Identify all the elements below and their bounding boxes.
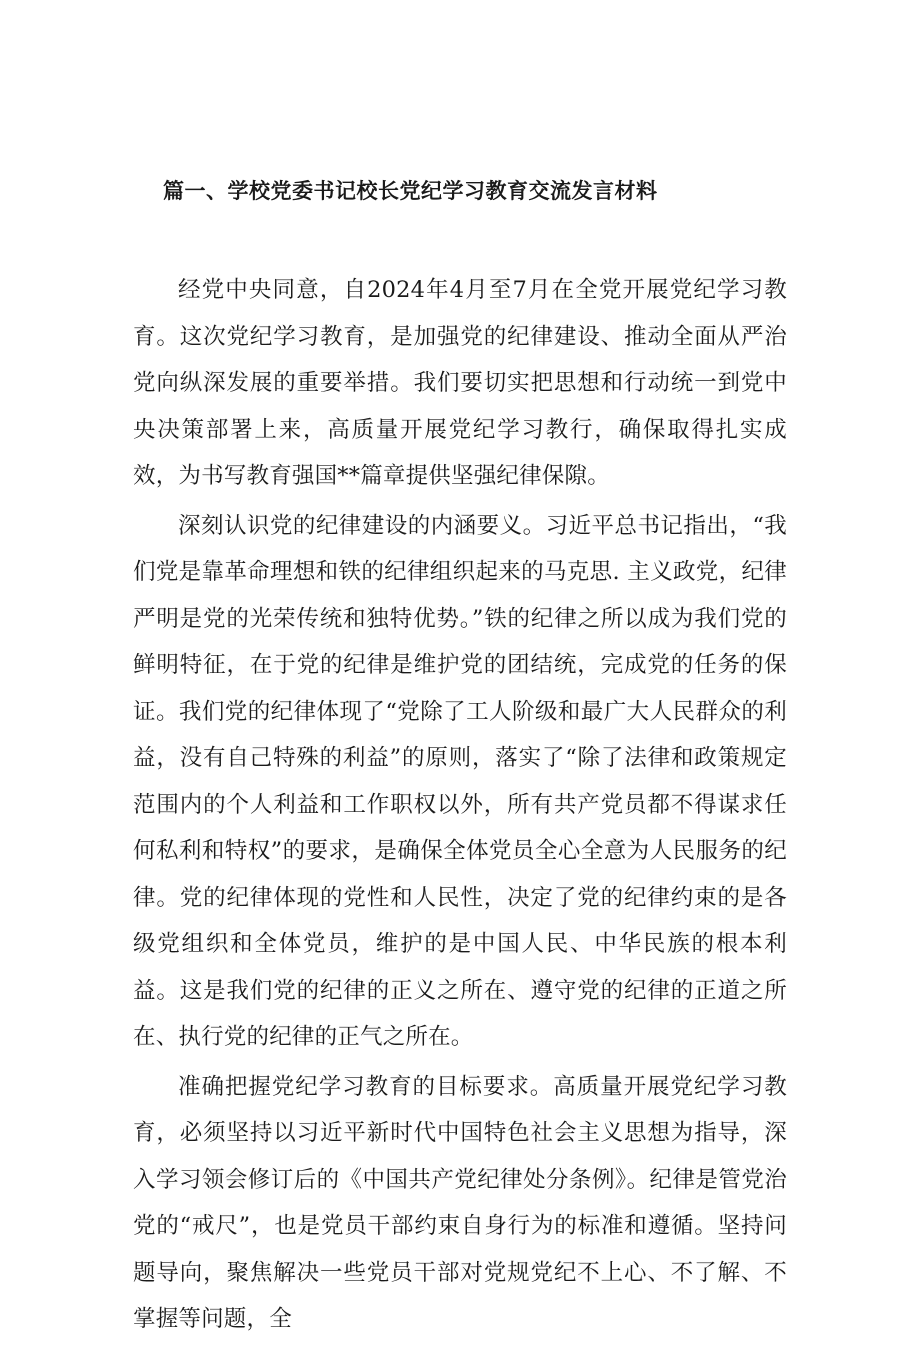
paragraph-intro: 经党中央同意，自2024年4月至7月在全党开展党纪学习教育。这次党纪学习教育，是加强党的纪律建设、推动全面从严治党向纵深发展的重要举措。我们要切实把思想和行动统一到党中央决策部署上来，高质量开展党纪学习教行，确保取得扎实成效，为书写教育强国**篇章提供坚强纪律保隙。 (133, 277, 787, 489)
paragraph-goals: 准确把握党纪学习教育的目标要求。高质量开展党纪学习教育，必须坚持以习近平新时代中国特色社会主义思想为指导，深入学习领会修订后的《中国共产党纪律处分条例》。纪律是管党治党的“戒尺”，也是党员干部约束自身行为的标准和遵循。坚持问题导向，聚焦解决一些党员干部对党规党纪不上心、不了解、不掌握等问题，全 (133, 1073, 787, 1332)
document-body (133, 267, 787, 1346)
paragraph-discipline-meaning: 深刻认识党的纪律建设的内涵要义。习近平总书记指出，“我们党是靠革命理想和铁的纪律组织起来的马克思. 主义政党，纪律严明是党的光荣传统和独特优势。”铁的纪律之所以成为我们党的鲜明特征，在于党的纪律是维护党的团结统，完成党的任务的保证。我们党的纪律体现了“党除了工人阶级和最广大人民群众的利益，没有自己特殊的利益”的原则，落实了“除了法律和政策规定范围内的个人利益和工作职权以外，所有共产党员都不得谋求任何私利和特权”的要求，是确保全体党员全心全意为人民服务的纪律。党的纪律体现的党性和人民性，决定了党的纪律约束的是各级党组织和全体党员，维护的是中国人民、中华民族的根本利益。这是我们党的纪律的正义之所在、遵守党的纪律的正道之所在、执行党的纪律的正气之所在。 (133, 512, 787, 1050)
document-title: 篇一、学校党委书记校长党纪学习教育交流发言材料 (163, 179, 658, 203)
